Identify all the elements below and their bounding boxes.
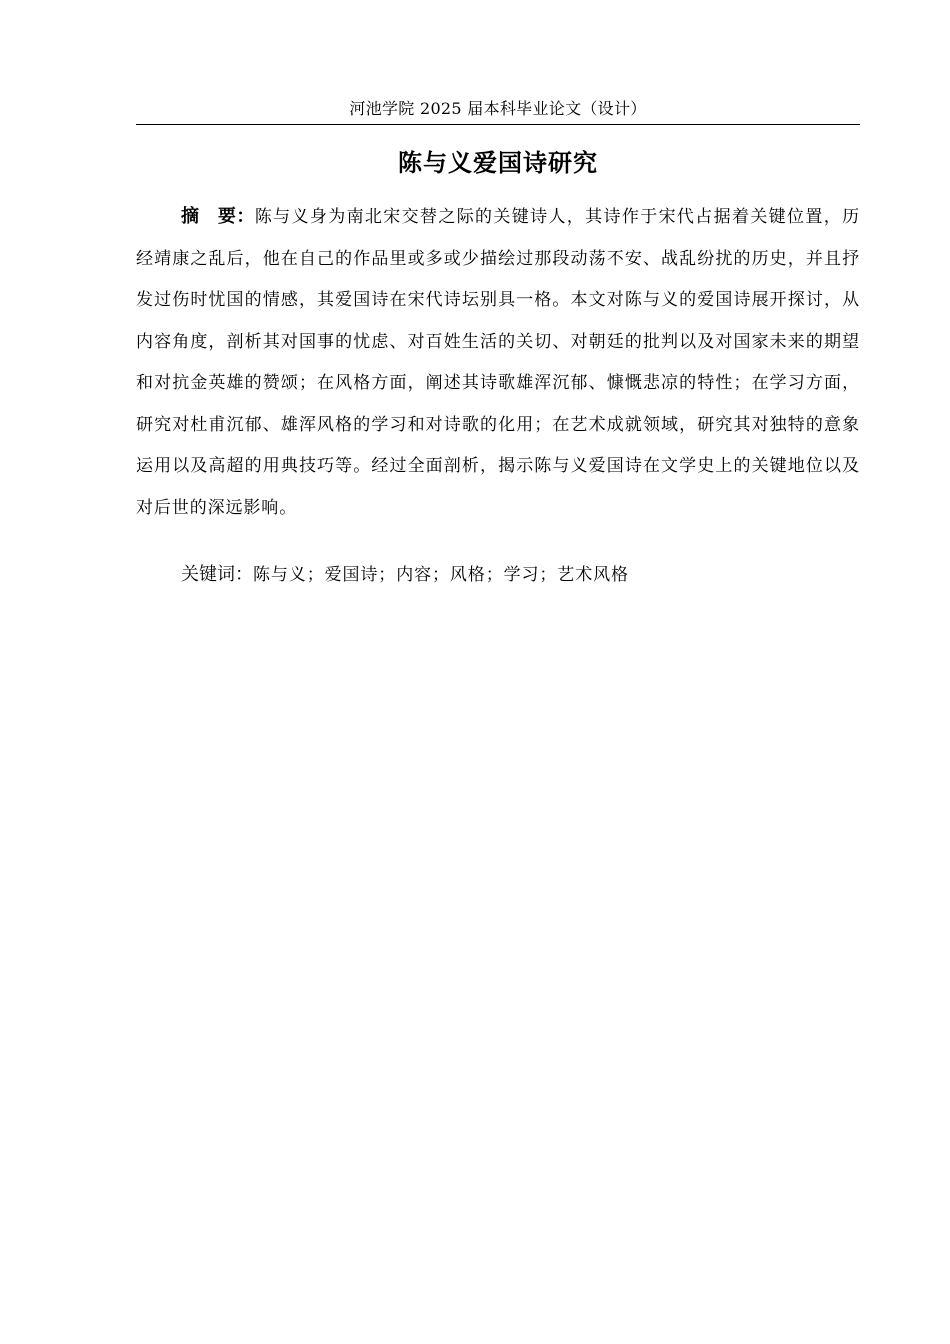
abstract-label: 摘 要： <box>181 206 255 227</box>
keywords-text: 陈与义；爱国诗；内容；风格；学习；艺术风格 <box>253 565 629 585</box>
running-header: 河池学院 2025 届本科毕业论文（设计） <box>349 99 647 118</box>
keywords-line <box>181 559 860 591</box>
abstract-paragraph <box>136 196 860 529</box>
document-title: 陈与义爱国诗研究 <box>398 149 598 177</box>
keywords-label: 关键词： <box>181 564 253 585</box>
header-rule <box>136 124 860 125</box>
abstract-text: 陈与义身为南北宋交替之际的关键诗人，其诗作于宋代占据着关键位置，历经靖康之乱后，他在自己的作品里或多或少描绘过那段动荡不安、战乱纷扰的历史，并且抒发过伤时忧国的情感，其爱国诗在宋代诗坛别具一格。本文对陈与义的爱国诗展开探讨，从内容角度，剖析其对国事的忧虑、对百姓生活的关切、对朝廷的批判以及对国家未来的期望和对抗金英雄的赞颂；在风格方面，阐述其诗歌雄浑沉郁、慷慨悲凉的特性；在学习方面，研究对杜甫沉郁、雄浑风格的学习和对诗歌的化用；在艺术成就领域，研究其对独特的意象运用以及高超的用典技巧等。经过全面剖析，揭示陈与义爱国诗在文学史上的关键地位以及对后世的深远影响。 <box>136 207 860 518</box>
